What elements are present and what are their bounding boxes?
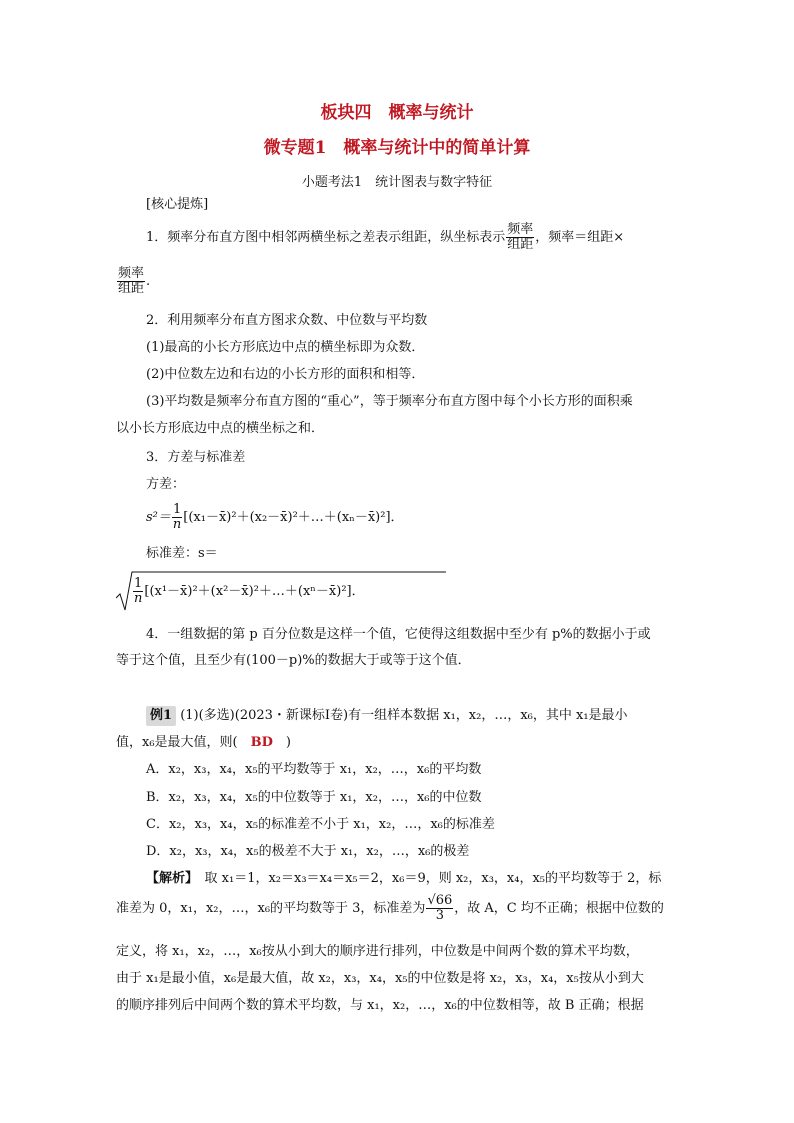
analysis-line-3: 定义，将 x₁，x₂，…，x₆按从小到大的顺序进行排列，中位数是中间两个数的算术平均数， [116, 944, 639, 959]
analysis-label: 【解析】 [146, 871, 192, 886]
analysis-text-2b: ，故 A，C 均不正确；根据中位数的 [454, 901, 664, 916]
fraction-freq-over-width [506, 223, 534, 252]
analysis-text-2a: 准差为 0，x₁，x₂，…，x₆的平均数等于 3，标准差为 [116, 901, 426, 916]
example-tag: 例1 [146, 706, 176, 726]
example-question-text-b: 值，x₆是最大值，则( [116, 735, 251, 750]
variance-body: [(x₁－x̄)²＋(x₂－x̄)²＋…＋(xₙ－x̄)²]． [183, 510, 404, 525]
analysis-line-4: 由于 x₁是最小值，x₆是最大值，故 x₂，x₃，x₄，x₅的中位数是将 x₂，x₃，x₄，x₅按从小到大 [116, 971, 644, 986]
option-d: D．x₂，x₃，x₄，x₅的极差不大于 x₁，x₂，…，x₆的极差 [146, 844, 470, 859]
analysis-line-5: 的顺序排列后中间两个数的算术平均数，与 x₁，x₂，…，x₆的中位数相等，故 B 正确；根据 [116, 998, 644, 1013]
std-body: [(x¹－x̄)²＋(x²－x̄)²＋…＋(xⁿ－x̄)²]． [144, 584, 365, 599]
example-question-line-2 [116, 734, 291, 752]
para-2-item-2: (2)中位数左边和右边的小长方形的面积和相等． [146, 367, 425, 382]
analysis-line-2 [116, 893, 664, 925]
para-4-line-2: 等于这个值，且至少有(100－p)%的数据大于或等于这个值． [116, 653, 471, 668]
variance-label: 方差： [146, 477, 186, 492]
para-1-text-a: 1．频率分布直方图中相邻两横坐标之差表示组距，纵坐标表示 [146, 230, 506, 245]
para-2-item-3-line-1: (3)平均数是频率分布直方图的“重心”，等于频率分布直方图中每个小长方形的面积乘 [146, 394, 633, 409]
fraction-one-over-n-std [133, 577, 143, 606]
para-2-item-1: (1)最高的小长方形底边中点的横坐标即为众数． [146, 340, 425, 355]
analysis-text-1: 取 x₁＝1，x₂＝x₃＝x₄＝x₅＝2，x₆＝9，则 x₂，x₃，x₄，x₅的平均数等于 2，标 [191, 871, 662, 886]
fraction-sqrt66-over-3 [426, 894, 453, 923]
std-formula-inner [132, 576, 365, 608]
fraction-numerator: 频率 [118, 266, 145, 281]
fraction-one-over-n [172, 503, 182, 532]
option-b: B．x₂，x₃，x₄，x₅的中位数等于 x₁，x₂，…，x₆的中位数 [146, 790, 482, 805]
para-1-text-c: . [146, 274, 151, 289]
fraction-freq-over-width-2 [117, 267, 145, 296]
core-label: [核心提炼] [146, 197, 209, 212]
para-2: 2．利用频率分布直方图求众数、中位数与平均数 [146, 313, 428, 328]
std-formula [116, 570, 446, 612]
fraction-numerator: 1 [172, 502, 182, 517]
fraction-numerator: 频率 [507, 222, 534, 237]
answer-badge: BD [250, 735, 273, 750]
para-4-line-1: 4．一组数据的第 p 百分位数是这样一个值，它使得这组数据中至少有 p%的数据小于或 [146, 627, 651, 642]
option-c: C．x₂，x₃，x₄，x₅的标准差不小于 x₁，x₂，…，x₆的标准差 [146, 817, 495, 832]
std-label: 标准差：s＝ [146, 546, 218, 561]
topic-title: 微专题1 概率与统计中的简单计算 [263, 138, 531, 158]
para-1-line-1 [146, 222, 624, 254]
para-3: 3．方差与标准差 [146, 450, 246, 465]
fraction-numerator: √66 [427, 893, 453, 908]
variance-formula [146, 502, 404, 534]
example-question-text-c: ) [272, 735, 291, 750]
fraction-denominator: 3 [435, 908, 444, 923]
para-1-line-2 [116, 266, 150, 298]
fraction-denominator: 组距 [507, 237, 534, 252]
analysis-line-1 [146, 870, 661, 888]
option-a: A．x₂，x₃，x₄，x₅的平均数等于 x₁，x₂，…，x₆的平均数 [146, 762, 482, 777]
para-2-item-3-line-2: 以小长方形底边中点的横坐标之和． [116, 421, 325, 436]
fraction-numerator: 1 [134, 576, 143, 591]
fraction-denominator: 组距 [118, 281, 145, 296]
example-question-text-a: (1)(多选)(2023・新课标Ⅰ卷)有一组样本数据 x₁，x₂，…，x₆，其中 x₁是最小 [180, 708, 628, 723]
sub-title: 小题考法1 统计图表与数字特征 [301, 175, 493, 190]
variance-lhs: s²＝ [146, 510, 171, 525]
example-question-line-1 [146, 706, 628, 726]
para-1-text-b: ，频率＝组距× [535, 230, 625, 245]
fraction-denominator: n [134, 591, 143, 606]
block-title: 板块四 概率与统计 [320, 103, 474, 123]
fraction-denominator: n [172, 517, 182, 532]
